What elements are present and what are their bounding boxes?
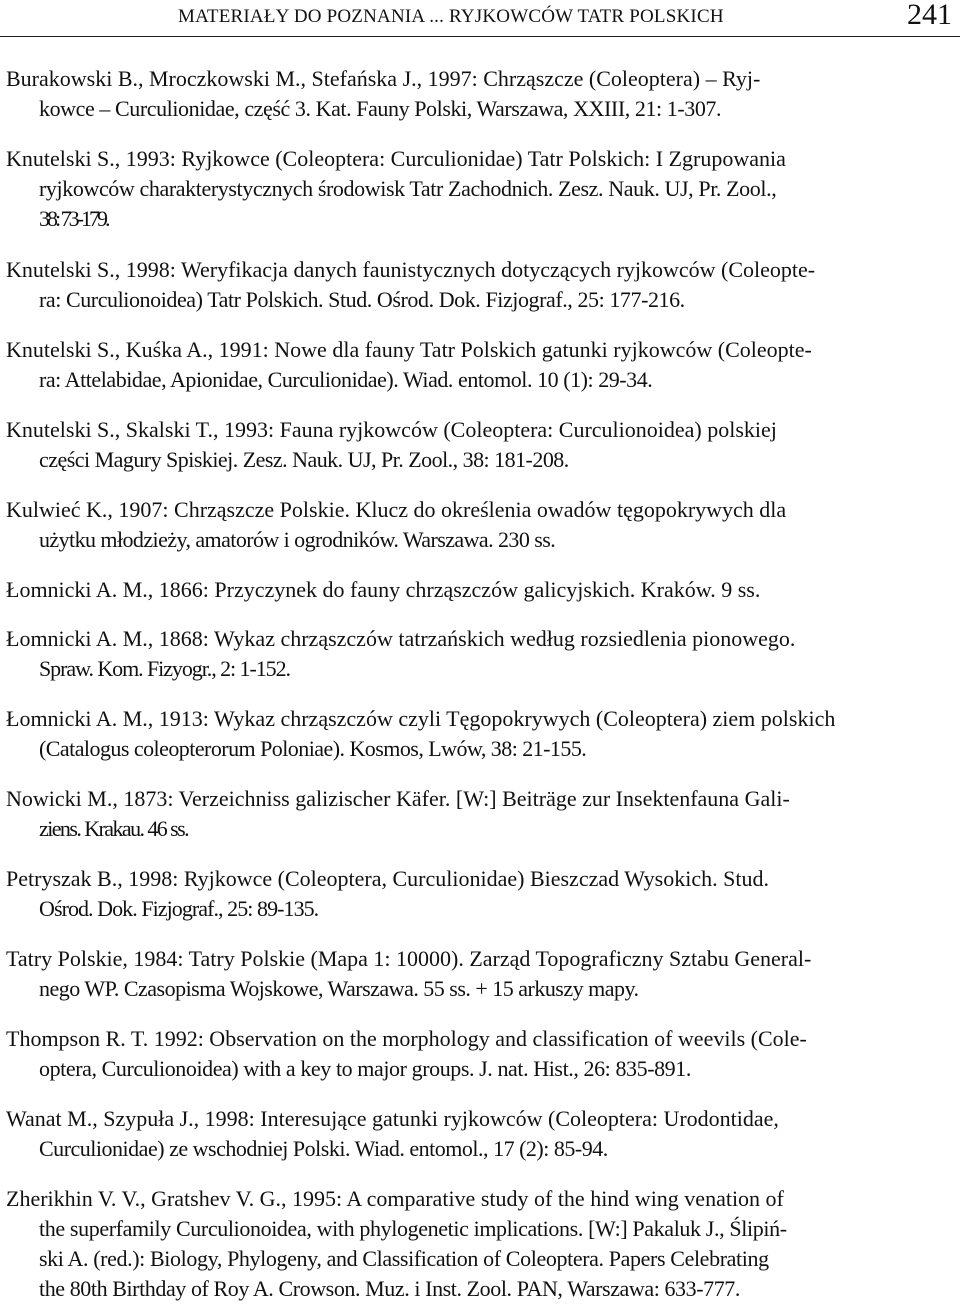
- reference-line: użytku młodzieży, amatorów i ogrodników. Warszawa. 230 ss.: [39, 527, 556, 552]
- reference-entry: [6, 1024, 952, 1084]
- reference-line: Łomnicki A. M., 1868: Wykaz chrząszczów tatrzańskich według rozsiedlenia pionowego.: [6, 626, 796, 651]
- reference-line: nego WP. Czasopisma Wojskowe, Warszawa. 55 ss. + 15 arkuszy mapy.: [39, 976, 639, 1001]
- reference-line: Knutelski S., Kuśka A., 1991: Nowe dla fauny Tatr Polskich gatunki ryjkowców (Coleopte-: [6, 337, 812, 362]
- reference-entry: [6, 64, 952, 124]
- reference-line: the 80th Birthday of Roy A. Crowson. Muz. i Inst. Zool. PAN, Warszawa: 633-777.: [39, 1276, 740, 1301]
- reference-line: Spraw. Kom. Fizyogr., 2: 1-152.: [39, 656, 290, 681]
- reference-line: Petryszak B., 1998: Ryjkowce (Coleoptera, Curculionidae) Bieszczad Wysokich. Stud.: [6, 866, 769, 891]
- reference-line: części Magury Spiskiej. Zesz. Nauk. UJ, Pr. Zool., 38: 181-208.: [39, 447, 569, 472]
- reference-line: (Catalogus coleopterorum Poloniae). Kosmos, Lwów, 38: 21-155.: [39, 736, 587, 761]
- reference-entry: [6, 784, 952, 844]
- reference-entry: [6, 144, 952, 234]
- reference-line: optera, Curculionoidea) with a key to major groups. J. nat. Hist., 26: 835-891.: [39, 1056, 691, 1081]
- reference-line: Nowicki M., 1873: Verzeichniss galizischer Käfer. [W:] Beiträge zur Insektenfauna Gali-: [6, 786, 790, 811]
- reference-entry: [6, 1184, 952, 1304]
- reference-line: Ośrod. Dok. Fizjograf., 25: 89-135.: [39, 896, 319, 921]
- reference-line: Kulwieć K., 1907: Chrząszcze Polskie. Klucz do określenia owadów tęgopokrywych dla: [6, 497, 787, 522]
- reference-line: ryjkowców charakterystycznych środowisk Tatr Zachodnich. Zesz. Nauk. UJ, Pr. Zool.,: [39, 176, 777, 201]
- reference-entry: [6, 495, 952, 555]
- reference-line: Wanat M., Szypuła J., 1998: Interesujące gatunki ryjkowców (Coleoptera: Urodontidae,: [6, 1106, 779, 1131]
- reference-line: Łomnicki A. M., 1866: Przyczynek do fauny chrząszczów galicyjskich. Kraków. 9 ss.: [6, 577, 761, 602]
- reference-entry: [6, 575, 952, 605]
- reference-line: Łomnicki A. M., 1913: Wykaz chrząszczów czyli Tęgopokrywych (Coleoptera) ziem polskich: [6, 706, 836, 731]
- reference-entry: [6, 415, 952, 475]
- reference-line: Thompson R. T. 1992: Observation on the morphology and classification of weevils (Cole-: [6, 1026, 807, 1051]
- reference-line: Knutelski S., 1998: Weryfikacja danych faunistycznych dotyczących ryjkowców (Coleopte-: [6, 257, 816, 282]
- reference-line: ra: Attelabidae, Apionidae, Curculionidae). Wiad. entomol. 10 (1): 29-34.: [39, 367, 653, 392]
- reference-line: ski A. (red.): Biology, Phylogeny, and Classification of Coleoptera. Papers Celebrating: [39, 1246, 769, 1271]
- reference-line: Knutelski S., 1993: Ryjkowce (Coleoptera: Curculionidae) Tatr Polskich: I Zgrupowania: [6, 146, 786, 171]
- reference-entry: [6, 335, 952, 395]
- reference-entry: [6, 624, 952, 684]
- reference-entry: [6, 864, 952, 924]
- reference-line: Knutelski S., Skalski T., 1993: Fauna ryjkowców (Coleoptera: Curculionoidea) polskiej: [6, 417, 777, 442]
- reference-line: ra: Curculionoidea) Tatr Polskich. Stud. Ośrod. Dok. Fizjograf., 25: 177-216.: [39, 287, 685, 312]
- reference-entry: [6, 944, 952, 1004]
- reference-line: Burakowski B., Mroczkowski M., Stefańska J., 1997: Chrząszcze (Coleoptera) – Ryj-: [6, 66, 761, 91]
- reference-entry: [6, 255, 952, 315]
- reference-line: 38: 73-179.: [39, 206, 108, 231]
- page-number: 241: [907, 0, 952, 31]
- page-header: [0, 0, 960, 37]
- reference-line: the superfamily Curculionoidea, with phylogenetic implications. [W:] Pakaluk J., Ślipiń-: [39, 1216, 787, 1241]
- reference-line: kowce – Curculionidae, część 3. Kat. Fauny Polski, Warszawa, XXIII, 21: 1-307.: [39, 96, 722, 121]
- reference-entry: [6, 1104, 952, 1164]
- reference-entry: [6, 704, 952, 764]
- reference-line: Zherikhin V. V., Gratshev V. G., 1995: A comparative study of the hind wing venation of: [6, 1186, 784, 1211]
- reference-line: Tatry Polskie, 1984: Tatry Polskie (Mapa 1: 10000). Zarząd Topograficzny Sztabu General-: [6, 946, 812, 971]
- reference-line: ziens. Krakau. 46 ss.: [39, 816, 189, 841]
- running-title: MATERIAŁY DO POZNANIA ... RYJKOWCÓW TATR POLSKICH: [178, 6, 724, 27]
- reference-line: Curculionidae) ze wschodniej Polski. Wiad. entomol., 17 (2): 85-94.: [39, 1136, 608, 1161]
